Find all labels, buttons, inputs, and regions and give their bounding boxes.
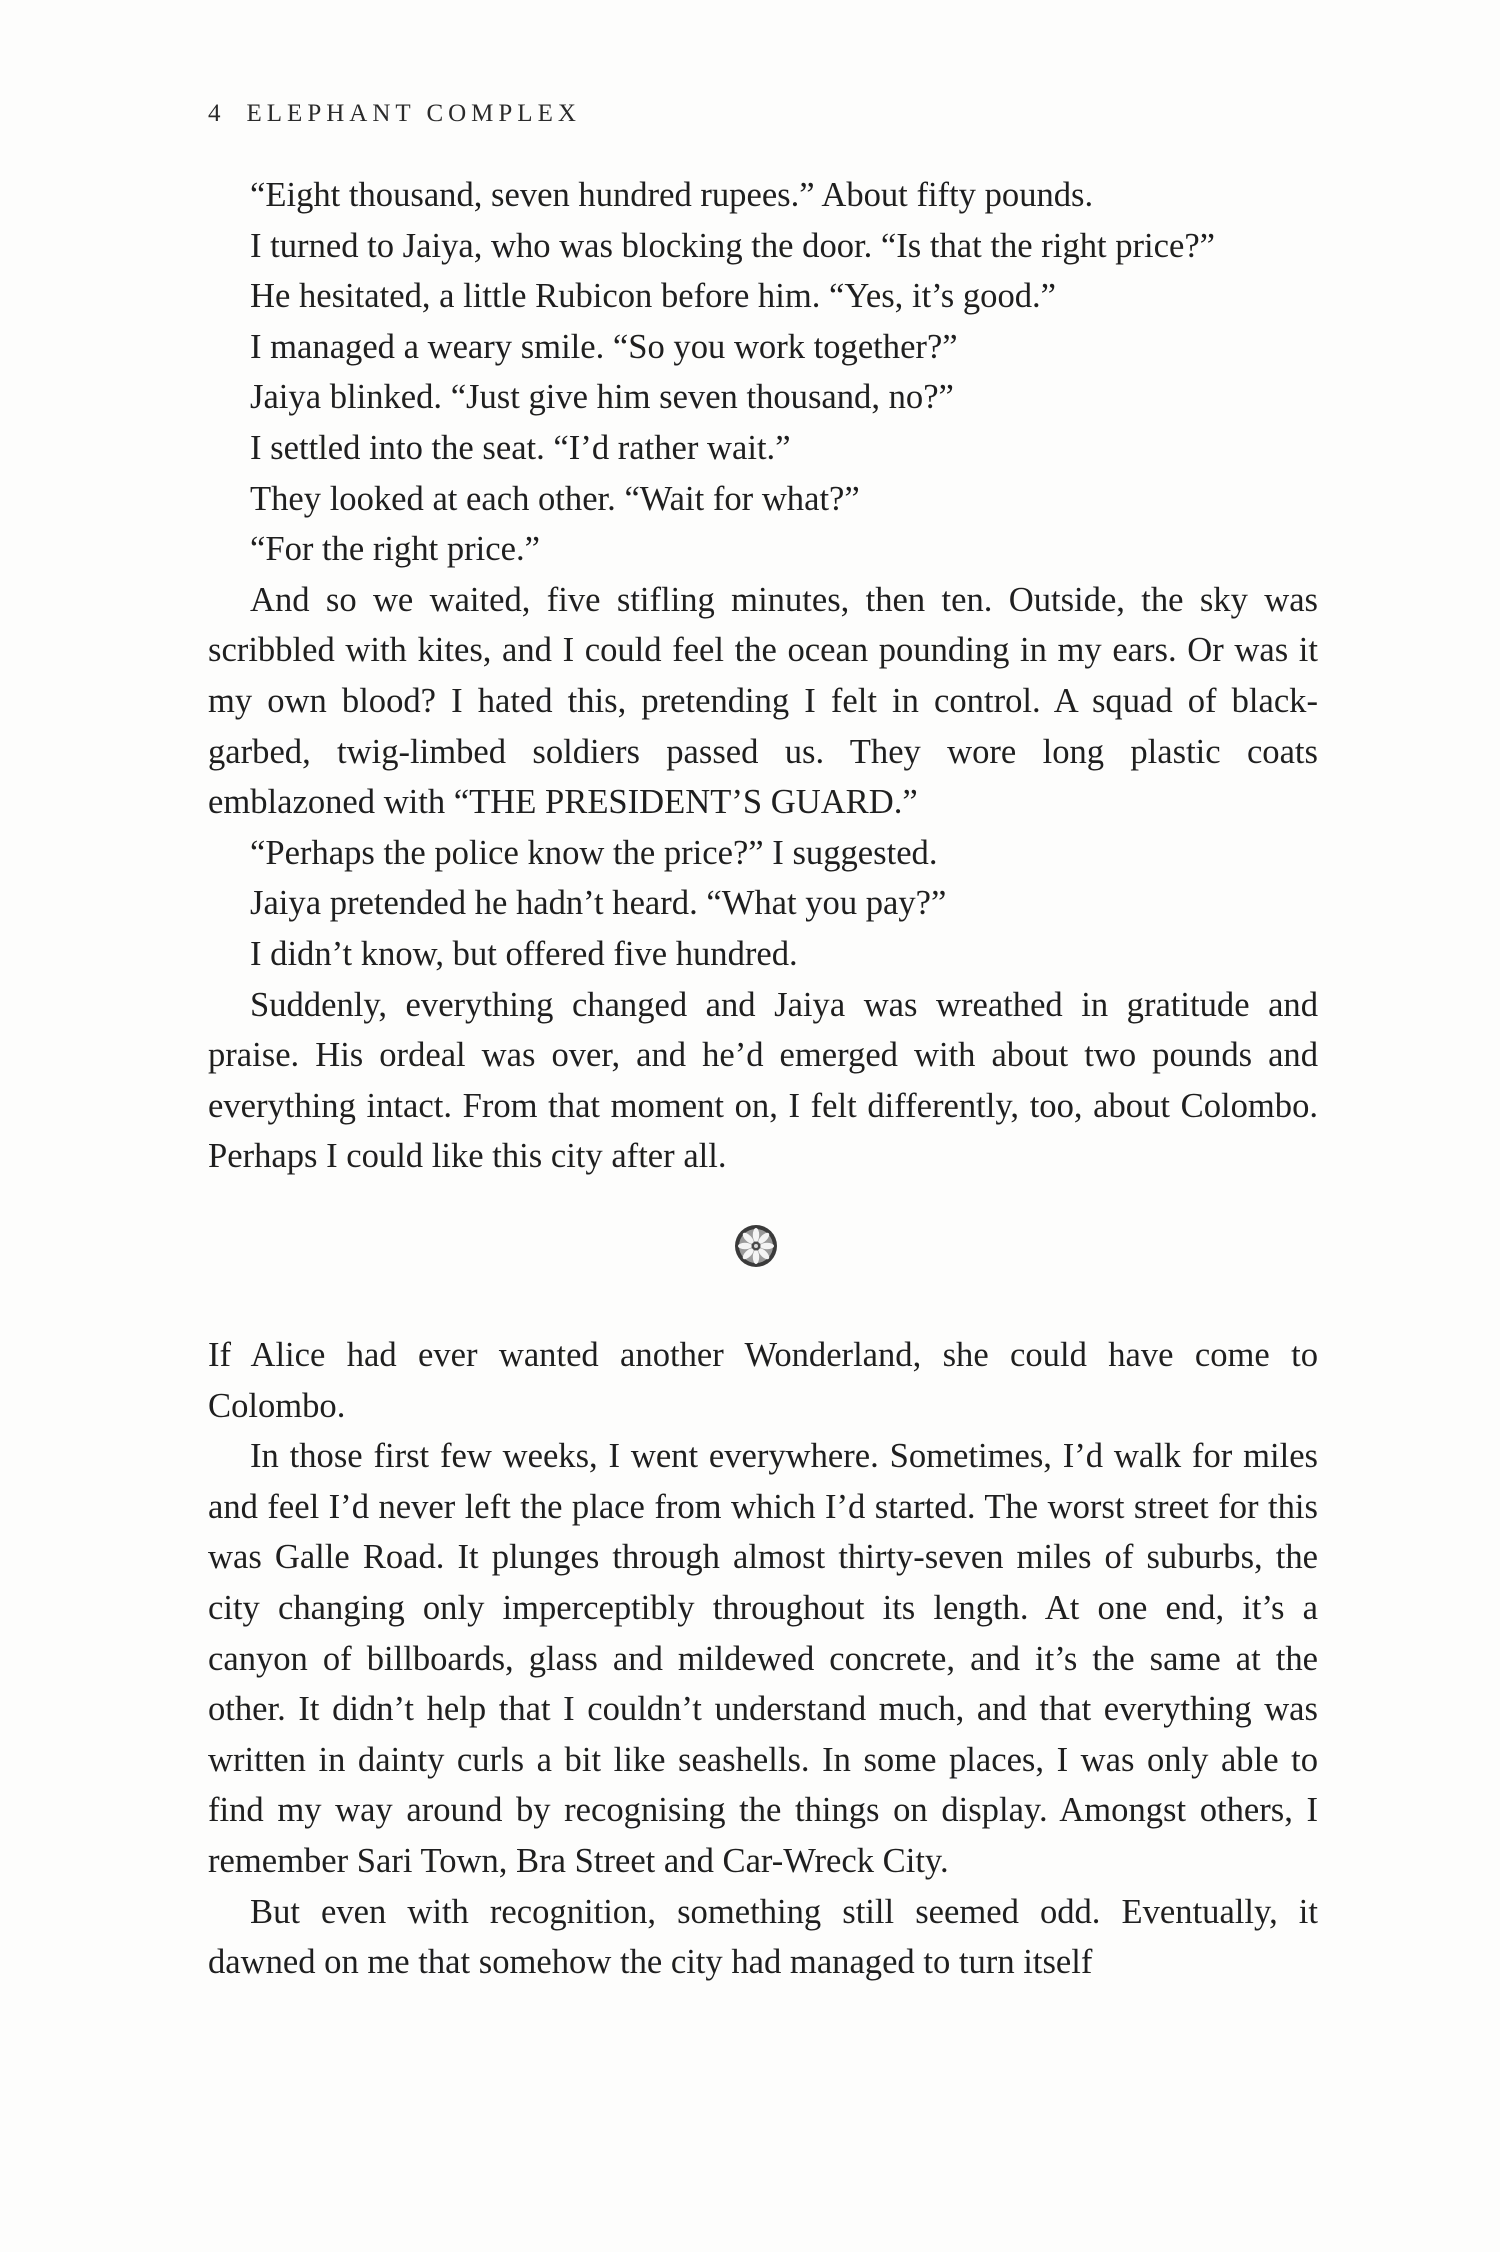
floral-rosette-icon	[732, 1222, 780, 1270]
running-head	[208, 100, 581, 128]
paragraph: I settled into the seat. “I’d rather wait.”	[250, 428, 791, 467]
page-number: 4	[208, 100, 221, 127]
paragraph: “Perhaps the police know the price?” I suggested.	[250, 833, 938, 872]
paragraph: But even with recognition, something still seemed odd. Eventually, it dawned on me that somehow the city had managed to turn itself	[208, 1892, 1318, 1982]
paragraph: I didn’t know, but offered five hundred.	[250, 934, 798, 973]
section-two-text	[208, 1330, 1318, 1988]
paragraph: Jaiya blinked. “Just give him seven thousand, no?”	[250, 378, 954, 417]
paragraph: “For the right price.”	[250, 530, 540, 569]
paragraph: I turned to Jaiya, who was blocking the door. “Is that the right price?”	[250, 226, 1216, 265]
paragraph: Suddenly, everything changed and Jaiya was wreathed in gratitude and praise. His ordeal was over, and he’d emerged with about two pounds and everything intact. From that moment on, I felt differently, too, about Colombo. Perhaps I could like this city after all.	[208, 985, 1318, 1176]
running-title: ELEPHANT COMPLEX	[246, 100, 581, 127]
paragraph: If Alice had ever wanted another Wonderland, she could have come to Colombo.	[208, 1336, 1318, 1425]
paragraph: And so we waited, five stifling minutes, then ten. Outside, the sky was scribbled with kites, and I could feel the ocean pounding in my ears. Or was it my own blood? I hated this, pretending I felt in control. A squad of black-garbed, twig-limbed soldiers passed us. They wore long plastic coats emblazoned with “THE PRESIDENT’S GUARD.”	[208, 580, 1318, 822]
paragraph: I managed a weary smile. “So you work together?”	[250, 327, 958, 366]
section-one-text	[208, 170, 1318, 1182]
paragraph: They looked at each other. “Wait for what?”	[250, 479, 860, 518]
paragraph: In those first few weeks, I went everywhere. Sometimes, I’d walk for miles and feel I’d never left the place from which I’d started. The worst street for this was Galle Road. It plunges through almost thirty-seven miles of suburbs, the city changing only imperceptibly throughout its length. At one end, it’s a canyon of billboards, glass and mildewed concrete, and it’s the same at the other. It didn’t help that I couldn’t understand much, and that everything was written in dainty curls a bit like seashells. In some places, I was only able to find my way around by recognising the things on display. Amongst others, I remember Sari Town, Bra Street and Car-Wreck City.	[208, 1437, 1318, 1880]
paragraph: He hesitated, a little Rubicon before him. “Yes, it’s good.”	[250, 277, 1057, 316]
paragraph: Jaiya pretended he hadn’t heard. “What you pay?”	[250, 884, 947, 923]
paragraph: “Eight thousand, seven hundred rupees.” About fifty pounds.	[250, 176, 1094, 214]
